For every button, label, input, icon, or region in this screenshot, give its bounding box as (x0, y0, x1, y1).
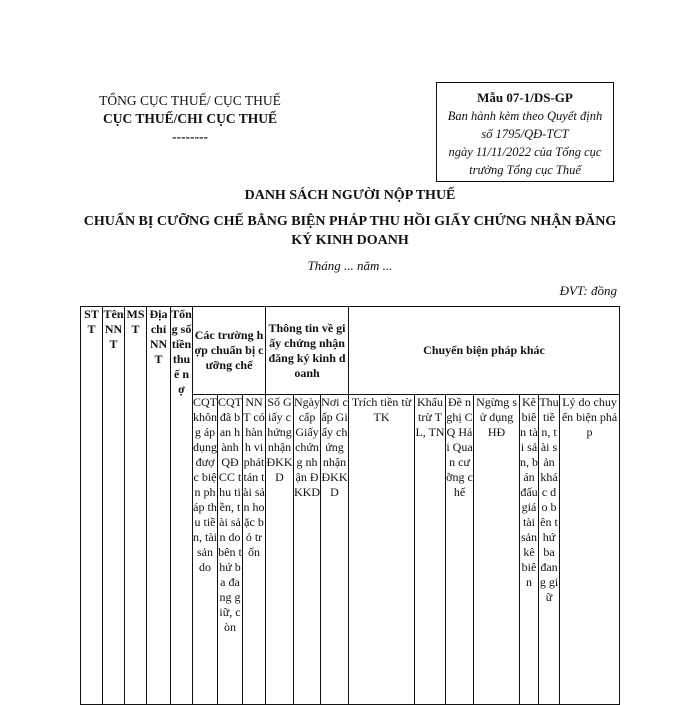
sub-ly-do: Lý do chuyển biện pháp (560, 395, 620, 705)
form-decision-line3: ngày 11/11/2022 của Tổng cục (448, 145, 602, 159)
sub-nnt-co-hanh-vi: NNT có hành vi phát tán tài sản hoặc bỏ trốn (243, 395, 266, 705)
sub-thu-tien-tai-san: Thu tiền, tài sản khác do bên thứ ba đang giữ (539, 395, 560, 705)
sub-khau-tru: Khấu trừ TL, TN (415, 395, 446, 705)
form-code-box (436, 82, 614, 182)
form-code: Mẫu 07-1/DS-GP (477, 90, 573, 105)
col-stt-header: STT (81, 307, 103, 705)
document-subtitle: CHUẨN BỊ CƯỠNG CHẾ BẰNG BIỆN PHÁP THU HỒI GIẤY CHỨNG NHẬN ĐĂNG KÝ KINH DOANH (83, 214, 617, 248)
sub-trich-tien: Trích tiền từ TK (349, 395, 415, 705)
col-diachi-header: Địa chỉ NNT (147, 307, 171, 705)
period-line: Tháng ... năm ... (307, 258, 393, 273)
sub-ngung-su-dung: Ngừng sử dụng HĐ (474, 395, 520, 705)
sub-de-nghi-cq-hq: Đề nghị CQ Hải Quan cưỡng chế (446, 395, 474, 705)
form-decision-line1: Ban hành kèm theo Quyết định (447, 109, 603, 123)
group-chuyen-bien-phap: Chuyển biện pháp khác (349, 307, 620, 395)
sub-ke-bien: Kê biên tài sản, bán đấu giá tài sản kê biên (520, 395, 539, 705)
col-tongso-header: Tổng số tiền thuế nợ (171, 307, 193, 705)
unit-label: ĐVT: đồng (559, 283, 617, 298)
sub-ngay-cap: Ngày cấp Giấy chứng nhận ĐKKD (294, 395, 321, 705)
agency-header (70, 92, 310, 146)
sub-cqt-khong-ap-dung: CQT không áp dụng được biện pháp thu tiền, tài sản do (193, 395, 218, 705)
col-mst-header: MST (125, 307, 147, 705)
taxpayer-table (80, 306, 620, 705)
col-ten-header: Tên NNT (103, 307, 125, 705)
document-title: DANH SÁCH NGƯỜI NỘP THUẾ (244, 188, 456, 203)
agency-line1: TỔNG CỤC THUẾ/ CỤC THUẾ (99, 93, 281, 108)
sub-noi-cap: Nơi cấp Giấy chứng nhận ĐKKD (321, 395, 349, 705)
agency-line2: CỤC THUẾ/CHI CỤC THUẾ (103, 111, 277, 126)
sub-so-giay: Số Giấy chứng nhận ĐKKD (266, 395, 294, 705)
group-cac-truong-hop: Các trường hợp chuẩn bị cưỡng chế (193, 307, 266, 395)
form-decision-line4: trưởng Tổng cục Thuế (469, 163, 581, 177)
agency-divider: -------- (172, 129, 208, 144)
sub-cqt-da-ban-hanh: CQT đã ban hành QĐ CC thu tiền, tài sản do bên thứ ba đang giữ, còn (218, 395, 243, 705)
form-decision-line2: số 1795/QĐ-TCT (481, 127, 569, 141)
group-thong-tin-gcn: Thông tin về giấy chứng nhận đăng ký kinh doanh (266, 307, 349, 395)
